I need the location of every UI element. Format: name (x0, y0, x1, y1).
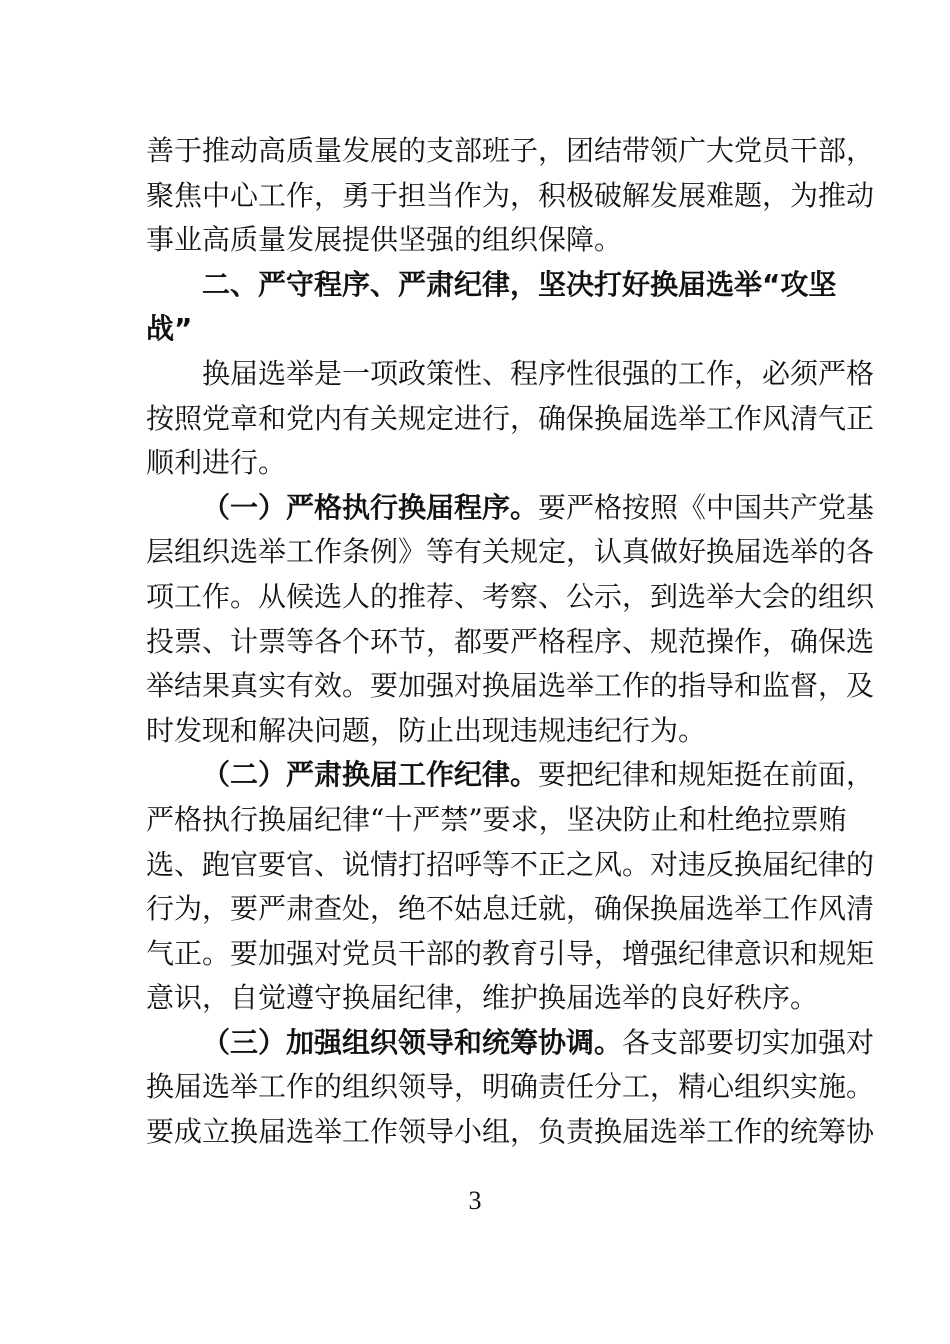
subsection-title: （一）严格执行换届程序。 (202, 490, 539, 524)
text-span: 各支部要切实加强对 (622, 1025, 875, 1059)
text-line: 事业高质量发展提供坚强的组织保障。 (146, 223, 623, 257)
text-line (146, 486, 875, 531)
text-line (146, 1021, 875, 1066)
text-line: 顺利进行。 (146, 446, 287, 480)
text-span: 要把纪律和规矩挺在前面， (538, 758, 875, 792)
text-line: 选、跑官要官、说情打招呼等不正之风。对违反换届纪律的 (146, 847, 875, 881)
paragraph-section2-intro (146, 352, 875, 486)
paragraph-intro-continued (146, 129, 875, 263)
subsection-title: （二）严肃换届工作纪律。 (202, 758, 539, 792)
text-line: 严格执行换届纪律“十严禁”要求，坚决防止和杜绝拉票贿 (146, 802, 847, 836)
paragraph-subsection-3 (146, 1021, 875, 1155)
paragraph-subsection-2 (146, 753, 875, 1021)
subsection-title: （三）加强组织领导和统筹协调。 (202, 1025, 623, 1059)
text-span: 要严格按照《中国共产党基 (538, 490, 875, 524)
section-heading-2 (146, 263, 837, 352)
heading-line: 二、严守程序、严肃纪律，坚决打好换届选举“攻坚 (202, 267, 837, 301)
text-line: 换届选举是一项政策性、程序性很强的工作，必须严格 (202, 356, 875, 390)
text-line: 行为，要严肃查处，绝不姑息迁就，确保换届选举工作风清 (146, 892, 875, 926)
text-line (146, 753, 875, 798)
text-line: 按照党章和党内有关规定进行，确保换届选举工作风清气正 (146, 401, 875, 435)
text-line: 善于推动高质量发展的支部班子，团结带领广大党员干部， (146, 134, 875, 167)
page-number: 3 (468, 1186, 482, 1215)
text-line: 换届选举工作的组织领导，明确责任分工，精心组织实施。 (146, 1070, 875, 1104)
text-line: 气正。要加强对党员干部的教育引导，增强纪律意识和规矩 (146, 936, 875, 970)
document-body (146, 129, 875, 1155)
paragraph-subsection-1 (146, 486, 875, 754)
text-line: 投票、计票等各个环节，都要严格程序、规范操作，确保选 (146, 624, 875, 658)
text-line: 时发现和解决问题，防止出现违规违纪行为。 (146, 713, 707, 747)
text-line: 项工作。从候选人的推荐、考察、公示，到选举大会的组织 (146, 579, 875, 613)
text-line: 意识，自觉遵守换届纪律，维护换届选举的良好秩序。 (146, 981, 819, 1015)
text-line: 要成立换届选举工作领导小组，负责换届选举工作的统筹协 (146, 1115, 875, 1149)
text-line: 层组织选举工作条例》等有关规定，认真做好换届选举的各 (146, 535, 875, 569)
heading-line: 战” (146, 312, 193, 346)
text-line: 聚焦中心工作，勇于担当作为，积极破解发展难题，为推动 (146, 178, 875, 212)
text-line: 举结果真实有效。要加强对换届选举工作的指导和监督，及 (146, 669, 875, 703)
